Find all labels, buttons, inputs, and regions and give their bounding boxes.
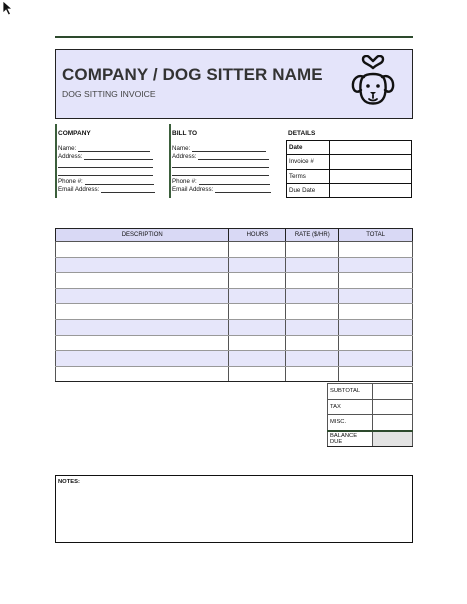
table-row [56, 351, 413, 367]
item-rate-cell[interactable] [286, 273, 339, 289]
balance-due-label: BALANCE DUE [328, 431, 373, 447]
subtotal-row [328, 384, 413, 400]
item-hours-cell[interactable] [229, 351, 286, 367]
item-description-cell[interactable] [56, 351, 229, 367]
company-name-label: Name: [58, 145, 77, 152]
invoice-header [55, 49, 413, 119]
bill-to-heading: BILL TO [172, 130, 198, 137]
details-due-date-value[interactable] [330, 183, 412, 197]
company-address-line-2[interactable] [58, 167, 153, 168]
item-description-cell[interactable] [56, 288, 229, 304]
notes-label: NOTES: [58, 479, 80, 485]
table-row [56, 304, 413, 320]
item-total-cell[interactable] [339, 242, 413, 258]
table-row [56, 288, 413, 304]
details-heading: DETAILS [288, 130, 316, 137]
column-header-total: TOTAL [339, 229, 413, 242]
bill-to-address-line-3[interactable] [172, 175, 269, 176]
item-hours-cell[interactable] [229, 288, 286, 304]
subtotal-value[interactable] [373, 384, 413, 400]
item-rate-cell[interactable] [286, 319, 339, 335]
column-header-description: DESCRIPTION [56, 229, 229, 242]
item-hours-cell[interactable] [229, 273, 286, 289]
item-description-cell[interactable] [56, 304, 229, 320]
tax-row [328, 399, 413, 415]
line-items-header-row [56, 229, 413, 242]
details-date-label: Date [287, 141, 330, 155]
details-date-value[interactable] [330, 141, 412, 155]
bill-to-name-field[interactable] [172, 145, 266, 152]
item-total-cell[interactable] [339, 366, 413, 382]
item-hours-cell[interactable] [229, 366, 286, 382]
item-hours-cell[interactable] [229, 257, 286, 273]
item-description-cell[interactable] [56, 257, 229, 273]
bill-to-name-label: Name: [172, 145, 191, 152]
column-header-hours: HOURS [229, 229, 286, 242]
bill-to-email-label: Email Address: [172, 186, 214, 193]
table-row [56, 257, 413, 273]
item-hours-cell[interactable] [229, 242, 286, 258]
details-table [286, 140, 412, 198]
item-total-cell[interactable] [339, 257, 413, 273]
column-header-rate: RATE ($/HR) [286, 229, 339, 242]
item-total-cell[interactable] [339, 319, 413, 335]
table-row [56, 319, 413, 335]
item-hours-cell[interactable] [229, 304, 286, 320]
item-rate-cell[interactable] [286, 304, 339, 320]
company-phone-label: Phone #: [58, 178, 83, 185]
line-items-table [55, 228, 413, 382]
balance-due-value[interactable] [373, 431, 413, 447]
misc-value[interactable] [373, 415, 413, 431]
misc-label: MISC. [328, 415, 373, 431]
company-heading: COMPANY [58, 130, 91, 137]
table-row [56, 242, 413, 258]
item-rate-cell[interactable] [286, 366, 339, 382]
dog-face-heart-icon [349, 55, 397, 111]
details-row-terms [287, 169, 412, 183]
bill-to-address-label: Address: [172, 153, 197, 160]
balance-due-row [328, 431, 413, 447]
company-address-field[interactable] [58, 153, 153, 160]
item-description-cell[interactable] [56, 273, 229, 289]
bill-to-phone-label: Phone #: [172, 178, 197, 185]
item-description-cell[interactable] [56, 366, 229, 382]
totals-table [327, 383, 413, 447]
tax-label: TAX [328, 399, 373, 415]
company-address-label: Address: [58, 153, 83, 160]
item-total-cell[interactable] [339, 273, 413, 289]
table-row [56, 366, 413, 382]
bill-to-address-field[interactable] [172, 153, 269, 160]
table-row [56, 335, 413, 351]
details-row-invoice [287, 155, 412, 169]
company-email-field[interactable] [58, 186, 155, 193]
details-row-due-date [287, 183, 412, 197]
subtotal-label: SUBTOTAL [328, 384, 373, 400]
item-rate-cell[interactable] [286, 288, 339, 304]
bill-to-phone-field[interactable] [172, 178, 270, 185]
bill-to-address-line-2[interactable] [172, 167, 269, 168]
item-description-cell[interactable] [56, 335, 229, 351]
notes-box[interactable] [55, 475, 413, 543]
table-row [56, 273, 413, 289]
invoice-subtitle: DOG SITTING INVOICE [62, 89, 156, 99]
misc-row [328, 415, 413, 431]
item-total-cell[interactable] [339, 351, 413, 367]
company-accent-bar [55, 124, 57, 198]
top-divider [55, 36, 413, 38]
mouse-cursor-icon [2, 0, 14, 16]
item-rate-cell[interactable] [286, 257, 339, 273]
company-name-field[interactable] [58, 145, 150, 152]
company-phone-field[interactable] [58, 178, 154, 185]
tax-value[interactable] [373, 399, 413, 415]
company-title[interactable]: COMPANY / DOG SITTER NAME [62, 65, 323, 84]
item-rate-cell[interactable] [286, 351, 339, 367]
item-total-cell[interactable] [339, 335, 413, 351]
details-row-date [287, 141, 412, 155]
details-terms-value[interactable] [330, 169, 412, 183]
item-total-cell[interactable] [339, 288, 413, 304]
details-terms-label: Terms [287, 169, 330, 183]
details-due-date-label: Due Date [287, 183, 330, 197]
company-email-label: Email Address: [58, 186, 100, 193]
item-hours-cell[interactable] [229, 335, 286, 351]
item-total-cell[interactable] [339, 304, 413, 320]
item-hours-cell[interactable] [229, 319, 286, 335]
details-invoice-value[interactable] [330, 155, 412, 169]
details-invoice-label: Invoice # [287, 155, 330, 169]
item-description-cell[interactable] [56, 242, 229, 258]
item-description-cell[interactable] [56, 319, 229, 335]
bill-to-email-field[interactable] [172, 186, 271, 193]
item-rate-cell[interactable] [286, 335, 339, 351]
company-address-line-3[interactable] [58, 175, 153, 176]
bill-to-accent-bar [169, 124, 171, 198]
item-rate-cell[interactable] [286, 242, 339, 258]
